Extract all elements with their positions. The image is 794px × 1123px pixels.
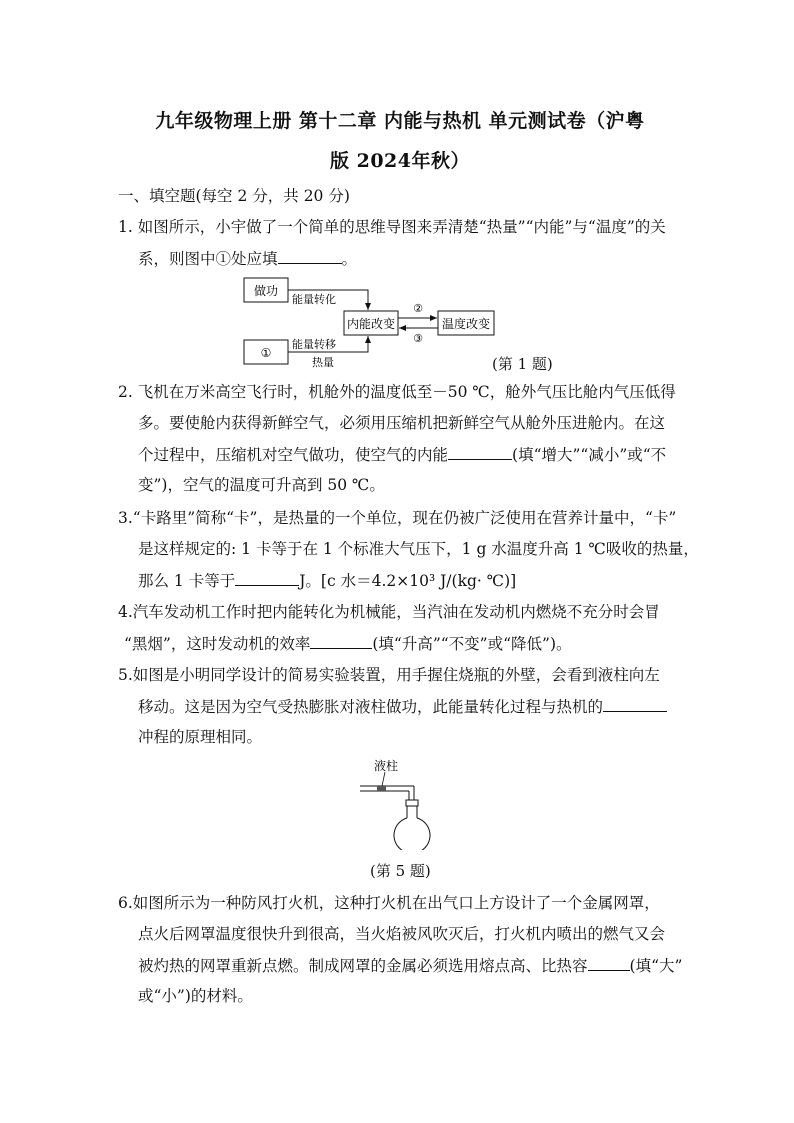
box-blank-1-label: ① <box>260 346 272 360</box>
q1-text-end: 。 <box>341 250 358 268</box>
box-work-label: 做功 <box>253 284 279 298</box>
q4-answer-blank[interactable] <box>310 633 372 649</box>
q4-text-options: (填“升高”“不变”或“降低”)。 <box>372 635 572 653</box>
q2-line2: 多。要使舱内获得新鲜空气，必须用压缩机把新鲜空气从舱外压进舱内。在这 <box>138 414 666 432</box>
page-title-line1: 九年级物理上册 第十二章 内能与热机 单元测试卷（沪粤 <box>155 110 645 132</box>
q4-text: “黑烟”，这时发动机的效率 <box>124 635 311 653</box>
q1-text: 系，则图中①处应填 <box>138 250 278 268</box>
label-energy-convert: 能量转化 <box>292 293 336 306</box>
q5-answer-blank[interactable] <box>603 696 667 712</box>
q1-line2 <box>138 248 357 269</box>
q2-text: 个过程中，压缩机对空气做功，使空气的内能 <box>138 446 449 464</box>
q1-answer-blank[interactable] <box>278 248 342 264</box>
section-heading: 一、填空题(每空 2 分，共 20 分) <box>118 187 350 205</box>
label-circle-3: ③ <box>413 332 423 345</box>
box-temperature-label: 温度改变 <box>441 317 491 331</box>
stopper <box>406 800 418 806</box>
q5-flask-apparatus-diagram <box>356 756 456 850</box>
q3-line3 <box>138 570 516 591</box>
label-circle-2: ② <box>413 302 423 315</box>
q4-line1: 4.汽车发动机工作时把内能转化为机械能，当汽油在发动机内燃烧不充分时会冒 <box>118 603 660 621</box>
q6-answer-blank[interactable] <box>588 955 630 971</box>
q5-line2 <box>138 696 667 717</box>
q3-line1: 3.“卡路里”简称“卡”，是热量的一个单位，现在仍被广泛使用在营养计量中，“卡” <box>118 509 677 527</box>
q5-figure-caption: (第 5 题) <box>370 862 431 880</box>
q3-text-unit: J。[c 水＝4.2×10³ J/(kg· ℃)] <box>299 572 517 590</box>
q1-line1: 1. 如图所示，小宇做了一个简单的思维导图来弄清楚“热量”“内能”与“温度”的关 <box>118 218 666 236</box>
pointer-line <box>382 772 385 786</box>
q3-text: 那么 1 卡等于 <box>138 572 236 590</box>
q2-line4: 变”)，空气的温度可升高到 50 ℃。 <box>138 476 385 494</box>
q2-line1: 2. 飞机在万米高空飞行时，机舱外的温度低至－50 ℃，舱外气压比舱内气压低得 <box>118 383 676 401</box>
q2-line3 <box>138 444 666 465</box>
q6-line4: 或“小”)的材料。 <box>138 987 253 1005</box>
label-heat: 热量 <box>312 356 334 369</box>
q5-text: 移动。这是因为空气受热膨胀对液柱做功，此能量转化过程与热机的 <box>138 698 604 716</box>
box-internal-energy-label: 内能改变 <box>346 317 396 331</box>
q3-answer-blank[interactable] <box>235 570 299 586</box>
q5-line3: 冲程的原理相同。 <box>138 728 263 746</box>
q4-line2 <box>124 633 572 654</box>
q6-line1: 6.如图所示为一种防风打火机，这种打火机在出气口上方设计了一个金属网罩， <box>118 894 660 912</box>
liquid-column <box>377 786 386 791</box>
label-liquid-column: 液柱 <box>373 759 399 773</box>
q6-line2: 点火后网罩温度很快升到很高，当火焰被风吹灭后，打火机内喷出的燃气又会 <box>138 925 666 943</box>
page-title-line2: 版 2024年秋） <box>330 150 470 172</box>
label-energy-transfer: 能量转移 <box>292 338 336 351</box>
q2-text-options: (填“增大”“减小”或“不 <box>512 446 667 464</box>
q2-answer-blank[interactable] <box>448 444 512 460</box>
q1-figure-caption: (第 1 题) <box>492 355 553 373</box>
flask-bulb <box>394 818 430 850</box>
q1-mind-map-diagram <box>240 274 510 370</box>
q6-text-options: (填“大” <box>629 957 683 975</box>
q3-line2: 是这样规定的: 1 卡等于在 1 个标准大气压下，1 g 水温度升高 1 ℃吸收的热量， <box>138 540 699 558</box>
q5-line1: 5.如图是小明同学设计的简易实验装置，用手握住烧瓶的外壁，会看到液柱向左 <box>118 666 660 684</box>
q6-line3 <box>138 955 682 976</box>
q6-text: 被灼热的网罩重新点燃。制成网罩的金属必须选用熔点高、比热容 <box>138 957 588 975</box>
